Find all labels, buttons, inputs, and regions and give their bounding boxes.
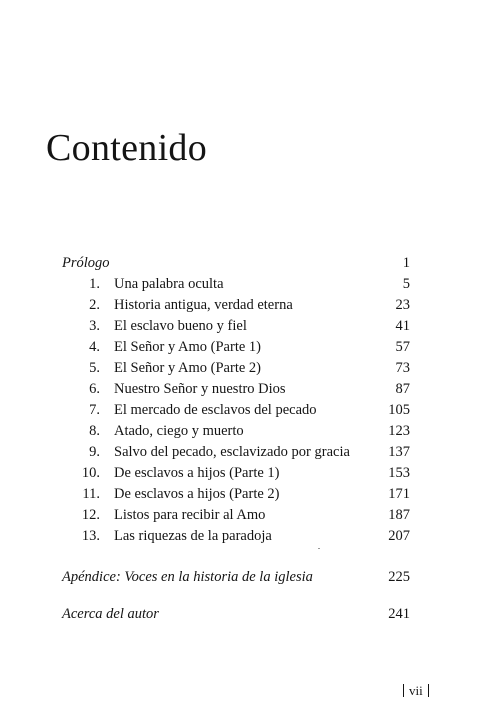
toc-entry-page: 41 (395, 318, 410, 334)
toc-entry-page: 1 (402, 255, 410, 271)
folio-left-rule (403, 684, 404, 697)
toc-entry-page: 57 (395, 339, 410, 355)
toc-entry-page: 73 (395, 360, 410, 376)
folio-right-rule (428, 684, 429, 697)
toc-entry-chapter (0, 274, 478, 294)
toc-entry-number: 8. (89, 423, 100, 439)
toc-entry-about-author (0, 604, 478, 624)
toc-entry-page: 225 (388, 569, 410, 585)
toc-entry-page: 207 (388, 528, 410, 544)
toc-entry-chapter (0, 484, 478, 504)
toc-entry-number: 11. (82, 486, 100, 502)
toc-entry-page: 241 (388, 606, 410, 622)
toc-entry-page: 187 (388, 507, 410, 523)
toc-entry-label: Atado, ciego y muerto (114, 423, 244, 439)
toc-entry-number: 12. (81, 507, 100, 523)
toc-entry-chapter (0, 526, 478, 546)
page-folio (398, 682, 434, 700)
toc-entry-chapter (0, 505, 478, 525)
toc-entry-chapter (0, 379, 478, 399)
toc-entry-page: 87 (395, 381, 410, 397)
toc-entry-chapter (0, 442, 478, 462)
toc-entry-label: Listos para recibir al Amo (114, 507, 266, 523)
toc-entry-number: 7. (89, 402, 100, 418)
toc-entry-label: Salvo del pecado, esclavizado por gracia (114, 444, 350, 460)
toc-entry-number: 1. (89, 276, 100, 292)
toc-entry-number: 4. (89, 339, 100, 355)
toc-entry-chapter (0, 358, 478, 378)
toc-entry-chapter (0, 400, 478, 420)
toc-entry-label: El mercado de esclavos del pecado (114, 402, 317, 418)
toc-entry-number: 3. (89, 318, 100, 334)
toc-entry-label: Una palabra oculta (114, 276, 224, 292)
toc-entry-label: Nuestro Señor y nuestro Dios (114, 381, 286, 397)
toc-entry-number: 5. (89, 360, 100, 376)
toc-entry-page: 23 (395, 297, 410, 313)
toc-entry-label: De esclavos a hijos (Parte 2) (114, 486, 280, 502)
toc-entry-page: 137 (388, 444, 410, 460)
toc-entry-number: 2. (89, 297, 100, 313)
toc-entry-label: Las riquezas de la paradoja (114, 528, 272, 544)
toc-entry-chapter (0, 421, 478, 441)
toc-entry-chapter (0, 316, 478, 336)
toc-entry-chapter (0, 463, 478, 483)
toc-entry-label: Apéndice: Voces en la historia de la iglesia (62, 569, 313, 585)
toc-entry-number: 10. (81, 465, 100, 481)
page-title: Contenido (46, 127, 208, 169)
toc-entry-prologo (0, 253, 478, 273)
toc-entry-page: 153 (388, 465, 410, 481)
folio-number: vii (409, 683, 423, 698)
toc-entry-number: 9. (89, 444, 100, 460)
toc-entry-page: 105 (388, 402, 410, 418)
toc-entry-chapter (0, 295, 478, 315)
toc-entry-number: 13. (81, 528, 100, 544)
toc-entry-label: Historia antigua, verdad eterna (114, 297, 293, 313)
toc-entry-page: 123 (388, 423, 410, 439)
toc-entry-page: 171 (388, 486, 410, 502)
toc-entry-label: Acerca del autor (62, 606, 159, 622)
toc-entry-label: El esclavo bueno y fiel (114, 318, 247, 334)
toc-entry-label: El Señor y Amo (Parte 1) (114, 339, 261, 355)
toc-entry-label: De esclavos a hijos (Parte 1) (114, 465, 280, 481)
toc-entry-label: El Señor y Amo (Parte 2) (114, 360, 261, 376)
toc-entry-chapter (0, 337, 478, 357)
toc-entry-number: 6. (89, 381, 100, 397)
scan-speck (318, 548, 320, 549)
toc-entry-label: Prólogo (62, 255, 110, 271)
toc-entry-appendix (0, 567, 478, 587)
toc-entry-page: 5 (402, 276, 410, 292)
